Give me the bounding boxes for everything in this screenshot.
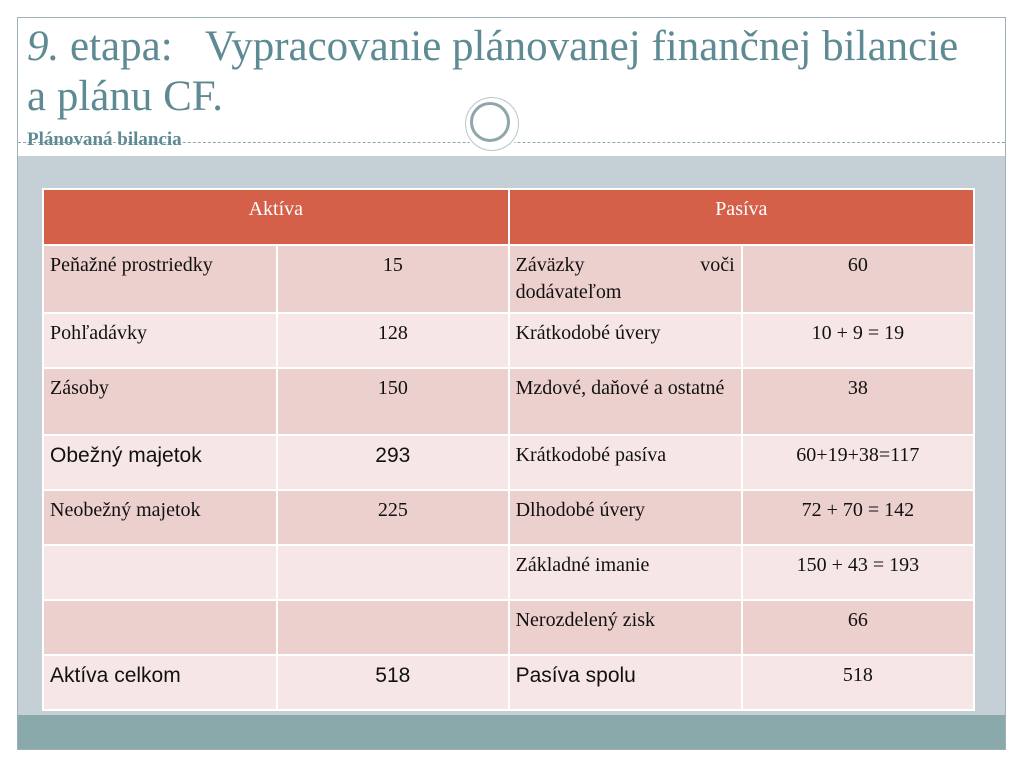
aktiva-label: Zásoby — [43, 368, 277, 435]
aktiva-label: Obežný majetok — [43, 435, 277, 490]
aktiva-value: 128 — [277, 313, 509, 368]
pasiva-value: 72 + 70 = 142 — [742, 490, 974, 545]
balance-table — [42, 188, 975, 711]
table-row — [43, 600, 974, 655]
aktiva-value: 518 — [277, 655, 509, 710]
pasiva-label: Pasíva spolu — [509, 655, 742, 710]
aktiva-label: Aktíva celkom — [43, 655, 277, 710]
aktiva-label: Neobežný majetok — [43, 490, 277, 545]
title-etapa: etapa: — [59, 23, 173, 70]
pasiva-value: 150 + 43 = 193 — [742, 545, 974, 600]
table-row — [43, 368, 974, 435]
slide-subtitle: Plánovaná bilancia — [27, 129, 182, 150]
title-number: 9. — [27, 23, 60, 70]
pasiva-label: Základné imanie — [509, 545, 742, 600]
pasiva-value: 60 — [742, 245, 974, 313]
circle-ornament-icon — [463, 95, 521, 153]
aktiva-label — [43, 545, 277, 600]
aktiva-value — [277, 600, 509, 655]
pasiva-label: Mzdové, daňové a ostatné — [509, 368, 742, 435]
aktiva-value — [277, 545, 509, 600]
aktiva-label — [43, 600, 277, 655]
aktiva-label: Peňažné prostriedky — [43, 245, 277, 313]
pasiva-value: 518 — [742, 655, 974, 710]
aktiva-label: Pohľadávky — [43, 313, 277, 368]
table-row — [43, 655, 974, 710]
footer-bar — [18, 715, 1005, 749]
pasiva-value: 38 — [742, 368, 974, 435]
table-row — [43, 313, 974, 368]
pasiva-label: Záväzky voči dodávateľom — [509, 245, 742, 313]
pasiva-value: 10 + 9 = 19 — [742, 313, 974, 368]
table-row — [43, 490, 974, 545]
pasiva-label: Dlhodobé úvery — [509, 490, 742, 545]
pasiva-label: Krátkodobé pasíva — [509, 435, 742, 490]
pasiva-value: 60+19+38=117 — [742, 435, 974, 490]
aktiva-value: 15 — [277, 245, 509, 313]
table-row — [43, 245, 974, 313]
table-row — [43, 435, 974, 490]
pasiva-label: Krátkodobé úvery — [509, 313, 742, 368]
title-text: Vypracovanie plánovanej finančnej bilancie a plánu CF. — [27, 23, 959, 120]
aktiva-value: 293 — [277, 435, 509, 490]
table-header-row — [43, 189, 974, 245]
aktiva-value: 150 — [277, 368, 509, 435]
header-aktiva: Aktíva — [43, 189, 509, 245]
header-pasiva: Pasíva — [509, 189, 974, 245]
pasiva-label: Nerozdelený zisk — [509, 600, 742, 655]
aktiva-value: 225 — [277, 490, 509, 545]
pasiva-value: 66 — [742, 600, 974, 655]
table-row — [43, 545, 974, 600]
